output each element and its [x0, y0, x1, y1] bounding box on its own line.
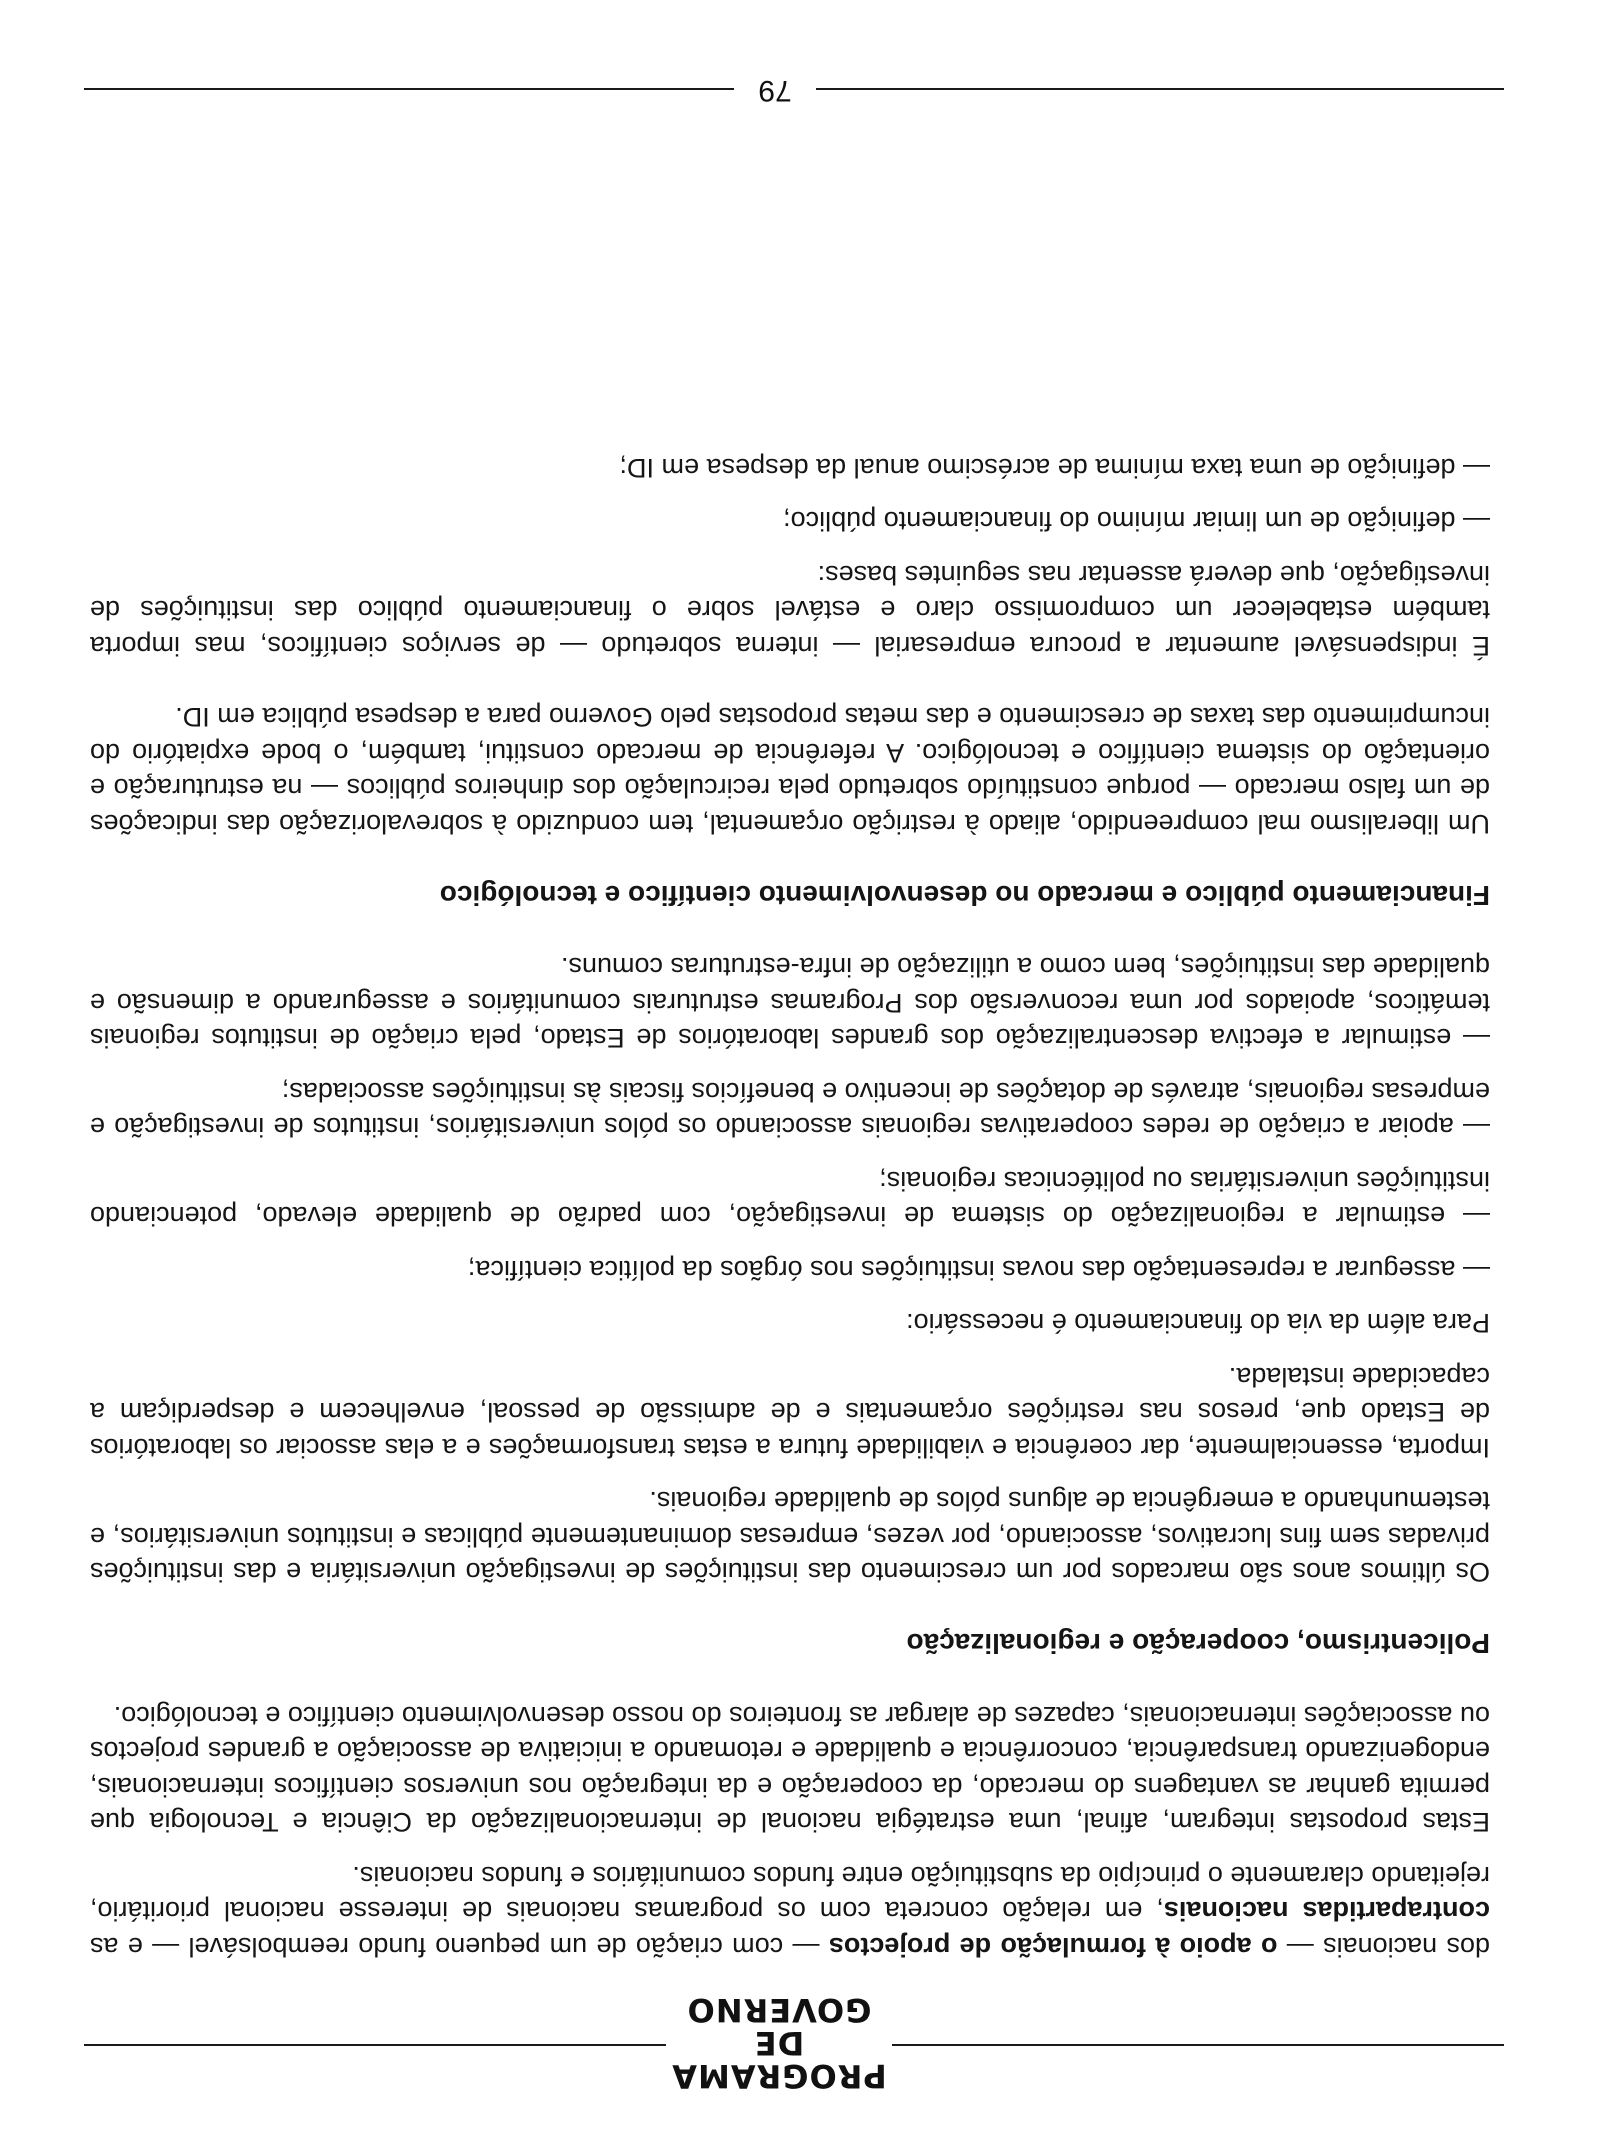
page-number: 79: [758, 74, 792, 107]
body-text: [90, 432, 1490, 1965]
policentrismo-paragraph-1: Os últimos anos são marcados por um crescimento das instituições de investigação universitária e das instituições privadas sem fins lucrativos, associando, por vezes, empresas dominantemente públicas e institutos universitários, e testemunhando a emergência de alguns pólos de qualidade regionais.: [90, 1486, 1490, 1588]
header-title-line1: PROGRAMA: [671, 2057, 887, 2095]
footer-rule-right: [84, 88, 734, 90]
intro-p1-text-a: dos nacionais —: [1277, 1932, 1490, 1962]
footer-rule-left: [816, 88, 1504, 90]
list-item: — apoiar a criação de redes cooperativas regionais associando os pólos universitários, institutos de investigação e empresas regionais, através de dotações de incentivo e benefícios fiscais às instituições associadas;: [90, 1077, 1490, 1143]
intro-p1-bold-b: contrapartidas nacionais: [1163, 1896, 1490, 1927]
policentrismo-paragraph-3: Para além da via do financiamento é necessário:: [906, 1308, 1490, 1339]
list-item: — estimular a regionalização do sistema de investigação, com padrão de qualidade elevado, potenciando instituições universitárias ou politécnicas regionais;: [90, 1166, 1490, 1232]
section-heading-financiamento: Financiamento público e mercado no desenvolvimento científico e tecnológico: [439, 880, 1490, 911]
financiamento-paragraph-1: Um liberalismo mal compreendido, aliado à restrição orçamental, tem conduzido à sobrevalorização das indicações de um falso mercado — porque constituído sobretudo pela recirculação dos dinheiros públicos — na estruturação e orientação do sistema científico e tecnológico. A referência de mercado constitui, também, o bode expiatório do incumprimento das taxas de crescimento e das metas propostas pelo Governo para a despesa pública em ID.: [90, 702, 1490, 839]
header-title-line2: DE GOVERNO: [686, 1991, 872, 2062]
page-header: [84, 1991, 1504, 2095]
header-rule-right: [84, 2044, 666, 2046]
intro-p1-text-c: , em relação concreta com os programas nacionais de interesse nacional prioritário, rejeitando claramente o princípio da substituição entre fundos comunitários e fundos nacionais.: [90, 1861, 1490, 1927]
header-title: [666, 1991, 892, 2095]
intro-paragraph-2: Estas propostas integram, afinal, uma estratégia nacional de internacionalização da Ciência e Tecnologia que permita ganhar as vantagens do mercado, da cooperação e da integração nos universos científicos internacionais, endogenizando transparência, concorrência e qualidade e retomando a iniciativa de associação a grandes projectos ou associações internacionais, capazes de alargar as fronteiros do nosso desenvolvimento científico e tecnológico.: [90, 1701, 1490, 1838]
header-rule-left: [892, 2044, 1504, 2046]
list-item: — assegurar a representação das novas instituições nos órgãos da política científica;: [467, 1255, 1490, 1285]
policentrismo-paragraph-2: Importa, essencialmente, dar coerência e viabilidade futura a estas transformações e a elas associar os laboratórios de Estado que, presos nas restrições orçamentais e de admissão de pessoal, envelhecem e desperdiçam a capacidade instalada.: [90, 1362, 1490, 1463]
list-item: — definição de uma taxa mínima de acréscimo anual da despesa em ID;: [619, 453, 1490, 483]
section-heading-policentrismo: Policentrismo, cooperação e regionalização: [906, 1628, 1490, 1660]
intro-p1-text-b: — com criação de um pequeno fundo reembolsável — e as: [90, 1932, 829, 1962]
intro-p1-bold-a: o apoio à formulação de projectos: [828, 1932, 1278, 1962]
financiamento-paragraph-2: É indispensável aumentar a procura empresarial — interna sobretudo — de serviços científicos, mas importa também estabelecer um compromisso claro e estável sobre o financiamento público das instituições de investigação, que deverá assentar nas seguintes bases:: [90, 560, 1490, 661]
list-item: — definição de um limiar mínimo do financiamento público;: [783, 506, 1490, 537]
page-footer: [84, 70, 1504, 110]
list-item: — estimular a efectiva descentralização dos grandes laboratórios de Estado, pela criação de institutos regionais temáticos, apoiados por uma reconversão dos Programas estruturais comunitários e assegurando a dimensão e qualidade das instituições, bem como a utilização de infra-estruturas comuns.: [90, 952, 1490, 1054]
intro-paragraph-1: [90, 1858, 1490, 1965]
